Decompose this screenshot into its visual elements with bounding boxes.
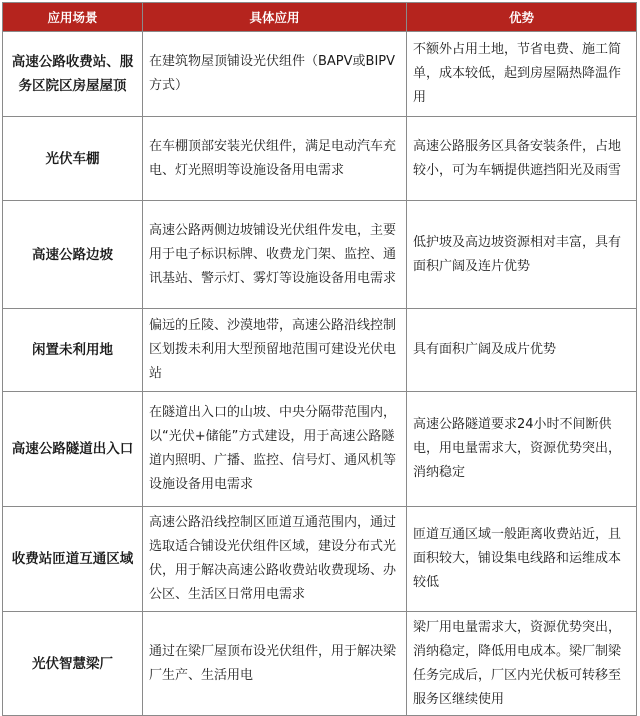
- advantage-cell: 低护坡及高边坡资源相对丰富，具有面积广阔及连片优势: [407, 201, 637, 309]
- advantage-cell: 高速公路服务区具备安装条件，占地较小，可为车辆提供遮挡阳光及雨雪: [407, 117, 637, 201]
- scenario-cell: 闲置未利用地: [3, 309, 143, 392]
- scenario-cell: 收费站匝道互通区域: [3, 507, 143, 612]
- application-cell: 高速公路两侧边坡铺设光伏组件发电，主要用于电子标识标牌、收费龙门架、监控、通讯基站、警示灯、雾灯等设施设备用电需求: [143, 201, 407, 309]
- table-row: [3, 201, 637, 309]
- advantage-cell: 梁厂用电量需求大，资源优势突出，消纳稳定，降低用电成本。梁厂制梁任务完成后，厂区内光伏板可转移至服务区继续使用: [407, 612, 637, 716]
- application-cell: 在隧道出入口的山坡、中央分隔带范围内，以“光伏+储能”方式建设，用于高速公路隧道内照明、广播、监控、信号灯、通风机等设施设备用电需求: [143, 392, 407, 507]
- scenario-table: [2, 2, 637, 716]
- header-application: 具体应用: [143, 3, 407, 32]
- scenario-cell: 高速公路边坡: [3, 201, 143, 309]
- advantage-cell: 不额外占用土地，节省电费、施工简单，成本较低，起到房屋隔热降温作用: [407, 32, 637, 117]
- application-cell: 通过在梁厂屋顶布设光伏组件，用于解决梁厂生产、生活用电: [143, 612, 407, 716]
- scenario-cell: 高速公路收费站、服务区院区房屋屋顶: [3, 32, 143, 117]
- table-row: [3, 117, 637, 201]
- advantage-cell: 匝道互通区域一般距离收费站近，且面积较大，铺设集电线路和运维成本较低: [407, 507, 637, 612]
- table-header-row: [3, 3, 637, 32]
- header-advantage: 优势: [407, 3, 637, 32]
- table-row: [3, 507, 637, 612]
- application-cell: 在建筑物屋顶铺设光伏组件（BAPV或BIPV方式）: [143, 32, 407, 117]
- scenario-cell: 高速公路隧道出入口: [3, 392, 143, 507]
- header-scenario: 应用场景: [3, 3, 143, 32]
- application-cell: 高速公路沿线控制区匝道互通范围内，通过选取适合铺设光伏组件区域，建设分布式光伏，用于解决高速公路收费站收费现场、办公区、生活区日常用电需求: [143, 507, 407, 612]
- scenario-cell: 光伏智慧梁厂: [3, 612, 143, 716]
- table-row: [3, 309, 637, 392]
- table-row: [3, 32, 637, 117]
- table-row: [3, 392, 637, 507]
- application-cell: 偏远的丘陵、沙漠地带，高速公路沿线控制区划拨未利用大型预留地范围可建设光伏电站: [143, 309, 407, 392]
- scenario-cell: 光伏车棚: [3, 117, 143, 201]
- advantage-cell: 具有面积广阔及成片优势: [407, 309, 637, 392]
- application-cell: 在车棚顶部安装光伏组件，满足电动汽车充电、灯光照明等设施设备用电需求: [143, 117, 407, 201]
- table-row: [3, 612, 637, 716]
- advantage-cell: 高速公路隧道要求24小时不间断供电，用电量需求大，资源优势突出，消纳稳定: [407, 392, 637, 507]
